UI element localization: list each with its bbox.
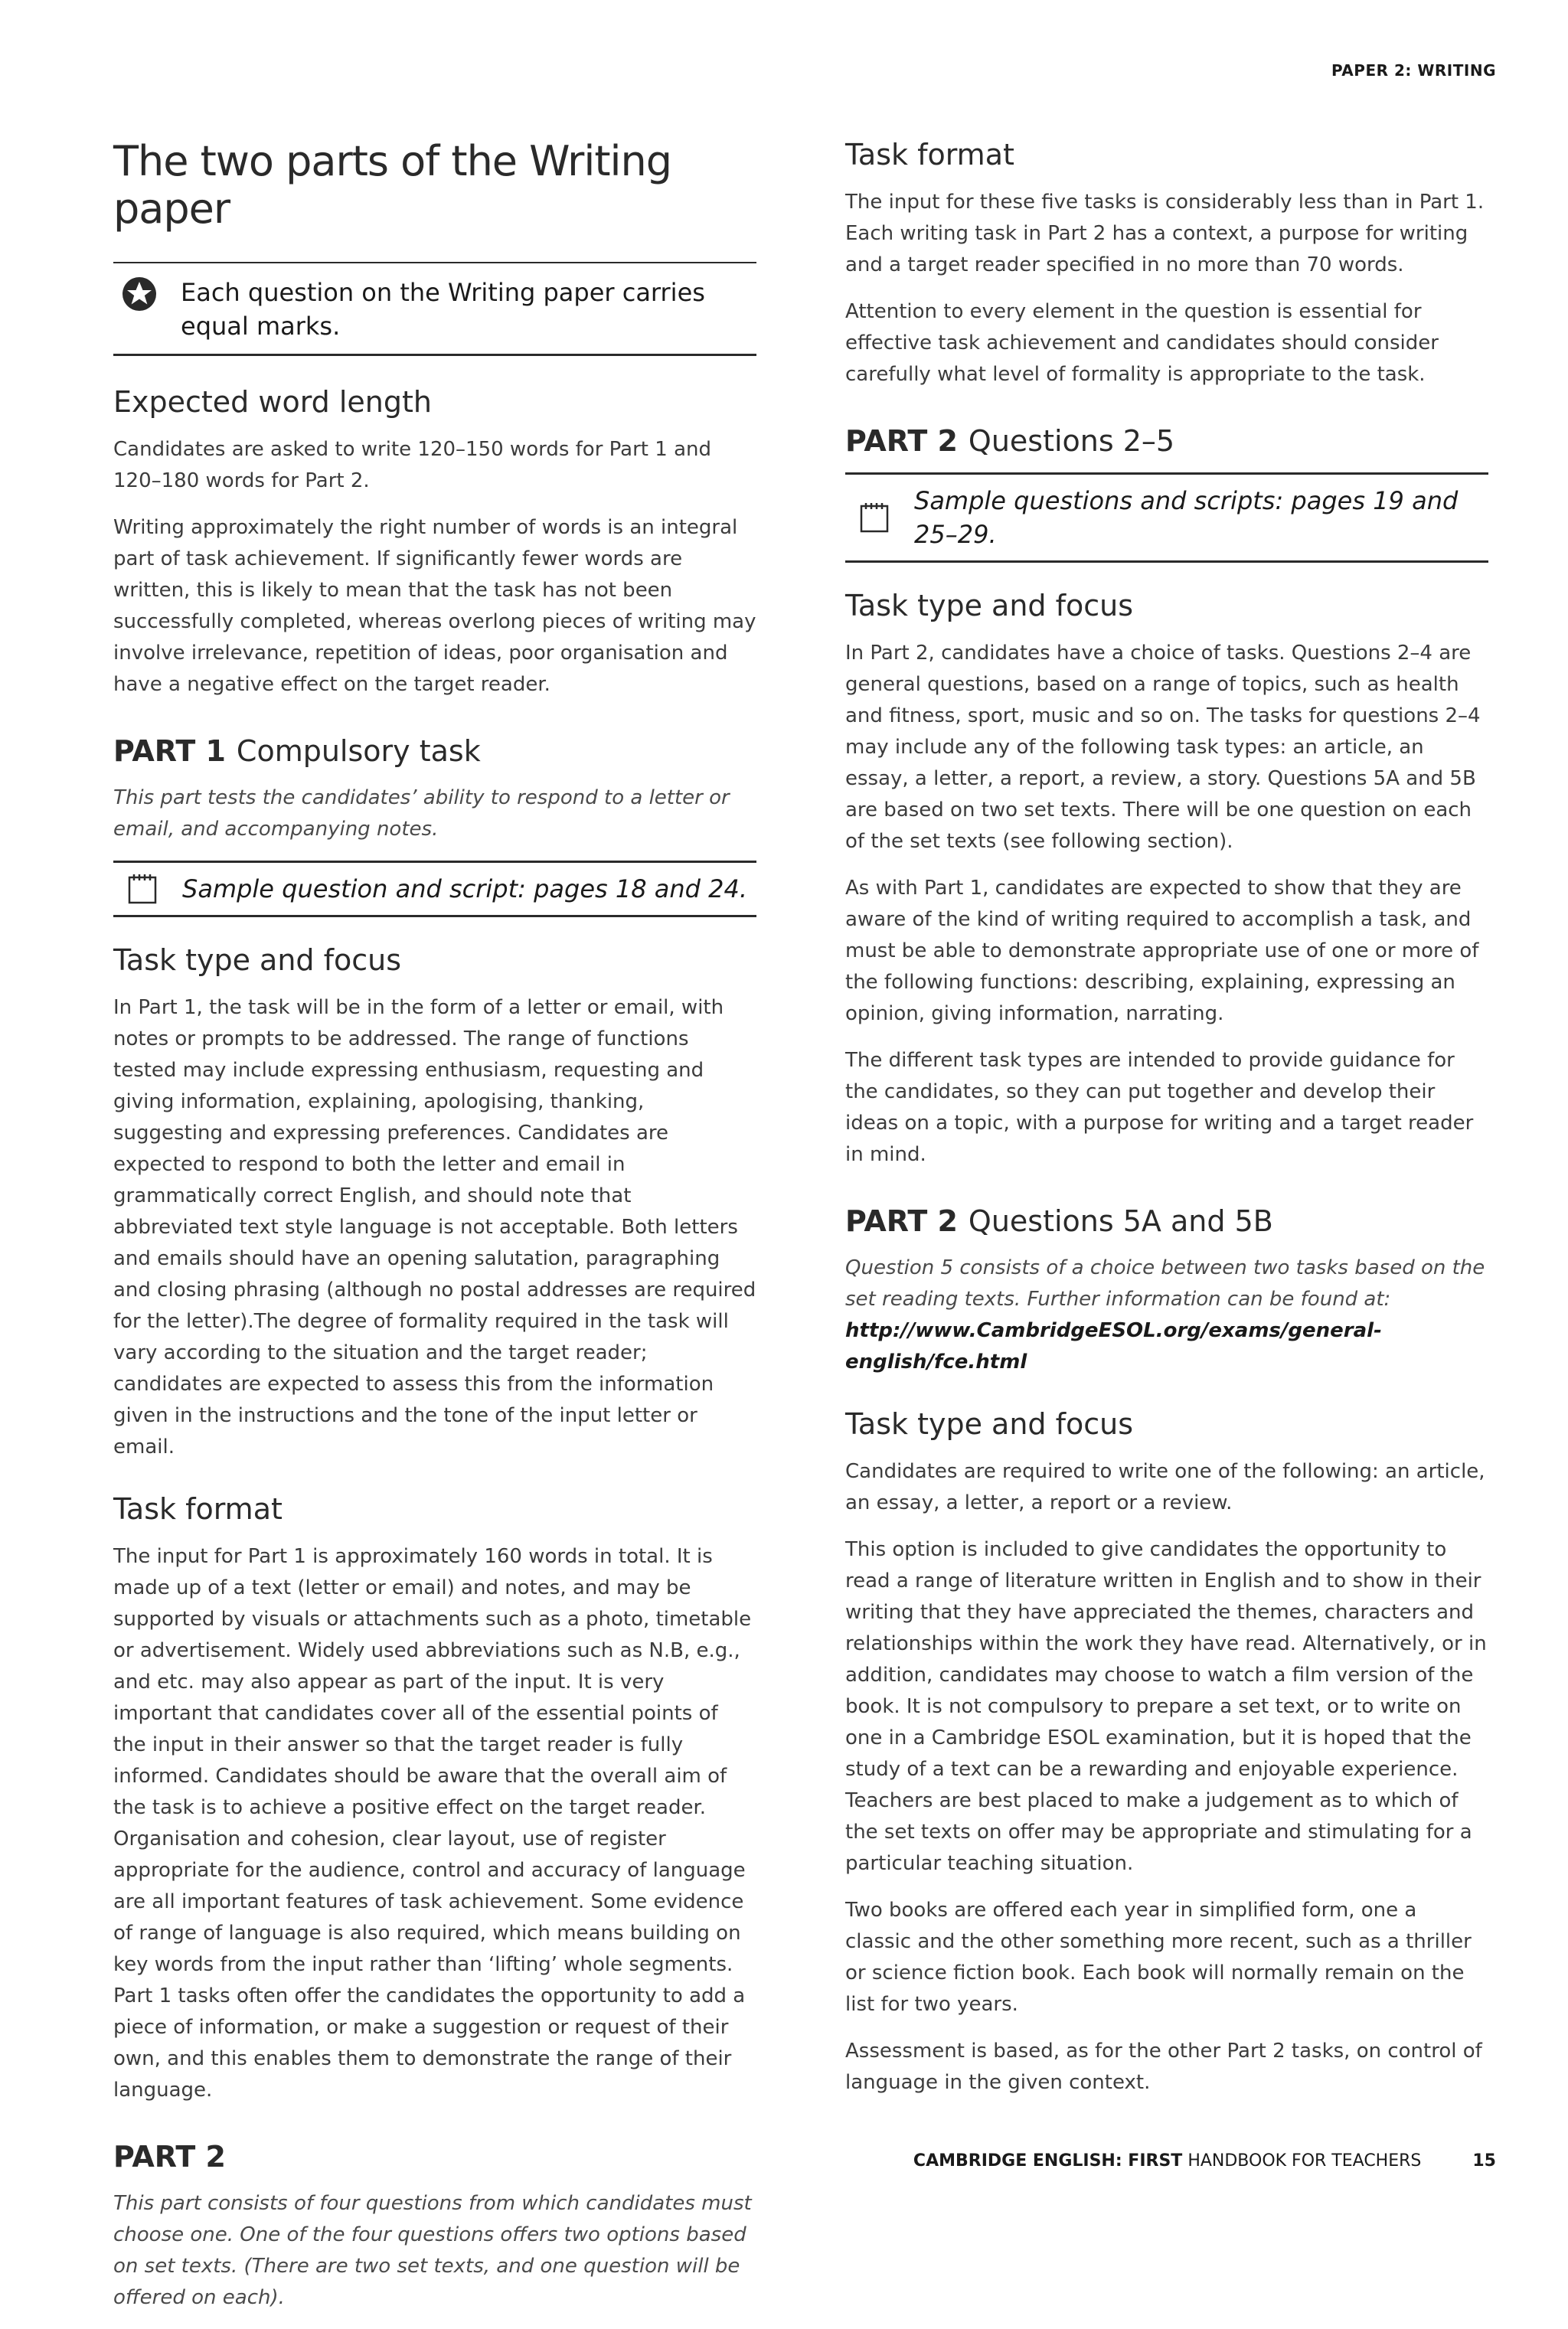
- footer-subtitle: HANDBOOK FOR TEACHERS: [1187, 2151, 1422, 2171]
- heading-part1-task-format: Task format: [113, 1491, 283, 1526]
- part1-task-type-paragraph: In Part 1, the task will be in the form of a letter or email, with notes or prompts to be addressed. The range of functions tested may include expressing enthusiasm, requesting and giving information, explaining, apologising, thanking, suggesting and expressing preferences. Candidates are expected to respond to both the letter and email in grammatically correct English, and should note that abbreviated text style language is not acceptable. Both letters and emails should have an opening salutation, paragraphing and closing phrasing (although no postal addresses are required for the letter).The degree of formality required in the task will vary according to the situation and the target reader; candidates are expected to assess this from the information given in the instructions and the tone of the input letter or email.: [113, 995, 756, 1458]
- word-length-paragraph-2: Writing approximately the right number of words is an integral part of task achievement. If significantly fewer words are written, this is likely to mean that the task has not been successfully completed, whereas overlong pieces of writing may involve irrelevance, repetition of ideas, poor organisation and have a negative effect on the target reader.: [113, 515, 756, 696]
- note-text: Each question on the Writing paper carries equal marks.: [181, 278, 705, 341]
- left-column: [113, 130, 756, 2329]
- q25-sample-text: Sample questions and scripts: pages 19 and 25–29.: [914, 486, 1459, 550]
- page-number: 15: [1472, 2151, 1496, 2171]
- running-head: PAPER 2: WRITING: [1331, 61, 1496, 80]
- part1-label: PART 1: [113, 733, 226, 768]
- note-callout: [113, 262, 756, 356]
- heading-q5-task-type: Task type and focus: [845, 1407, 1134, 1442]
- heading-part2-questions-5a-5b: [845, 1204, 1488, 1240]
- part2-lead: This part consists of four questions from which candidates must choose one. One of the four questions offers two options based on set texts. (There are two set texts, and one question will be offered on each).: [113, 2192, 752, 2310]
- q25-paragraph-1: In Part 2, candidates have a choice of tasks. Questions 2–4 are general questions, based on a range of topics, such as health and fitness, sport, music and so on. The tasks for questions 2–4 may include any of the following task types: an article, an essay, a letter, a report, a review, a story. Questions 5A and 5B are based on two set texts. There will be one question on each of the set texts (see following section).: [845, 641, 1481, 853]
- word-length-paragraph-1: Candidates are asked to write 120–150 words for Part 1 and 120–180 words for Part 2.: [113, 437, 711, 492]
- q25-label: PART 2: [845, 423, 958, 458]
- part2-format-paragraph-2: Attention to every element in the question is essential for effective task achievement and candidates should consider carefully what level of formality is appropriate to the task.: [845, 299, 1439, 386]
- q5-paragraph-1: Candidates are required to write one of the following: an article, an essay, a letter, a report or a review.: [845, 1459, 1485, 1514]
- page-footer: [913, 2151, 1496, 2171]
- q5-title: Questions 5A and 5B: [968, 1204, 1273, 1238]
- q5-url-link[interactable]: http://www.CambridgeESOL.org/exams/general-english/fce.html: [845, 1319, 1382, 1374]
- q5-lead: Question 5 consists of a choice between two tasks based on the set reading texts. Further information can be found at:: [845, 1256, 1485, 1311]
- q5-paragraph-3: Two books are offered each year in simplified form, one a classic and the other something more recent, such as a thriller or science fiction book. Each book will normally remain on the list for two years.: [845, 1898, 1472, 2016]
- notepad-icon: [127, 873, 159, 905]
- right-column: [845, 130, 1488, 2114]
- heading-q25-task-type: Task type and focus: [845, 589, 1134, 623]
- q25-paragraph-2: As with Part 1, candidates are expected to show that they are aware of the kind of writing required to accomplish a task, and must be able to demonstrate appropriate use of one or more of the following functions: describing, explaining, expressing an opinion, giving information, narrating.: [845, 876, 1479, 1025]
- star-badge-icon: [121, 276, 158, 312]
- heading-part2-task-format: Task format: [845, 138, 1014, 171]
- part1-sample-callout: [113, 861, 756, 917]
- part1-sample-text: Sample question and script: pages 18 and 24.: [182, 874, 747, 904]
- part1-title: Compulsory task: [236, 733, 481, 768]
- q5-paragraph-2: This option is included to give candidates the opportunity to read a range of literature written in English and to show in their writing that they have appreciated the themes, characters and relationships within the work they have read. Alternatively, or in addition, candidates may choose to watch a film version of the book. It is not compulsory to prepare a set text, or to write on one in a Cambridge ESOL examination, but it is hoped that the study of a text can be a rewarding and enjoyable experience. Teachers are best placed to make a judgement as to which of the set texts on offer may be appropriate and stimulating for a particular teaching situation.: [845, 1537, 1487, 1875]
- page-title: The two parts of the Writing paper: [113, 137, 672, 234]
- heading-part2-questions-2-5: [845, 424, 1488, 459]
- q25-title: Questions 2–5: [968, 423, 1175, 458]
- part1-lead: This part tests the candidates’ ability to respond to a letter or email, and accompanying notes.: [113, 786, 730, 841]
- footer-brand: CAMBRIDGE ENGLISH: FIRST: [913, 2151, 1183, 2171]
- q25-sample-callout: [845, 472, 1488, 563]
- heading-expected-word-length: Expected word length: [113, 385, 432, 420]
- q5-label: PART 2: [845, 1204, 958, 1238]
- q25-paragraph-3: The different task types are intended to provide guidance for the candidates, so they can put together and develop their ideas on a topic, with a purpose for writing and a target reader in mind.: [845, 1048, 1474, 1166]
- heading-part2: [113, 2140, 756, 2175]
- heading-part1-task-type: Task type and focus: [113, 943, 402, 978]
- part2-label: PART 2: [113, 2139, 226, 2174]
- part1-task-format-paragraph: The input for Part 1 is approximately 160 words in total. It is made up of a text (letter or email) and notes, and may be supported by visuals or attachments such as a photo, timetable or advertisement. Widely used abbreviations such as N.B, e.g., and etc. may also appear as part of the input. It is very important that candidates cover all of the essential points of the input in their answer so that the target reader is fully informed. Candidates should be aware that the overall aim of the task is to achieve a positive effect on the target reader. Organisation and cohesion, clear layout, use of register appropriate for the audience, control and accuracy of language are all important features of task achievement. Some evidence of range of language is also required, which means building on key words from the input rather than ‘lifting’ whole segments. Part 1 tasks often offer the candidates the opportunity to add a piece of information, or make a suggestion or request of their own, and this enables them to demonstrate the range of their language.: [113, 1544, 752, 2102]
- notepad-icon: [859, 501, 891, 534]
- q5-paragraph-4: Assessment is based, as for the other Part 2 tasks, on control of language in the given context.: [845, 2039, 1482, 2094]
- part2-format-paragraph-1: The input for these five tasks is considerably less than in Part 1. Each writing task in Part 2 has a context, a purpose for writing and a target reader specified in no more than 70 words.: [845, 190, 1485, 276]
- heading-part1: [113, 734, 756, 769]
